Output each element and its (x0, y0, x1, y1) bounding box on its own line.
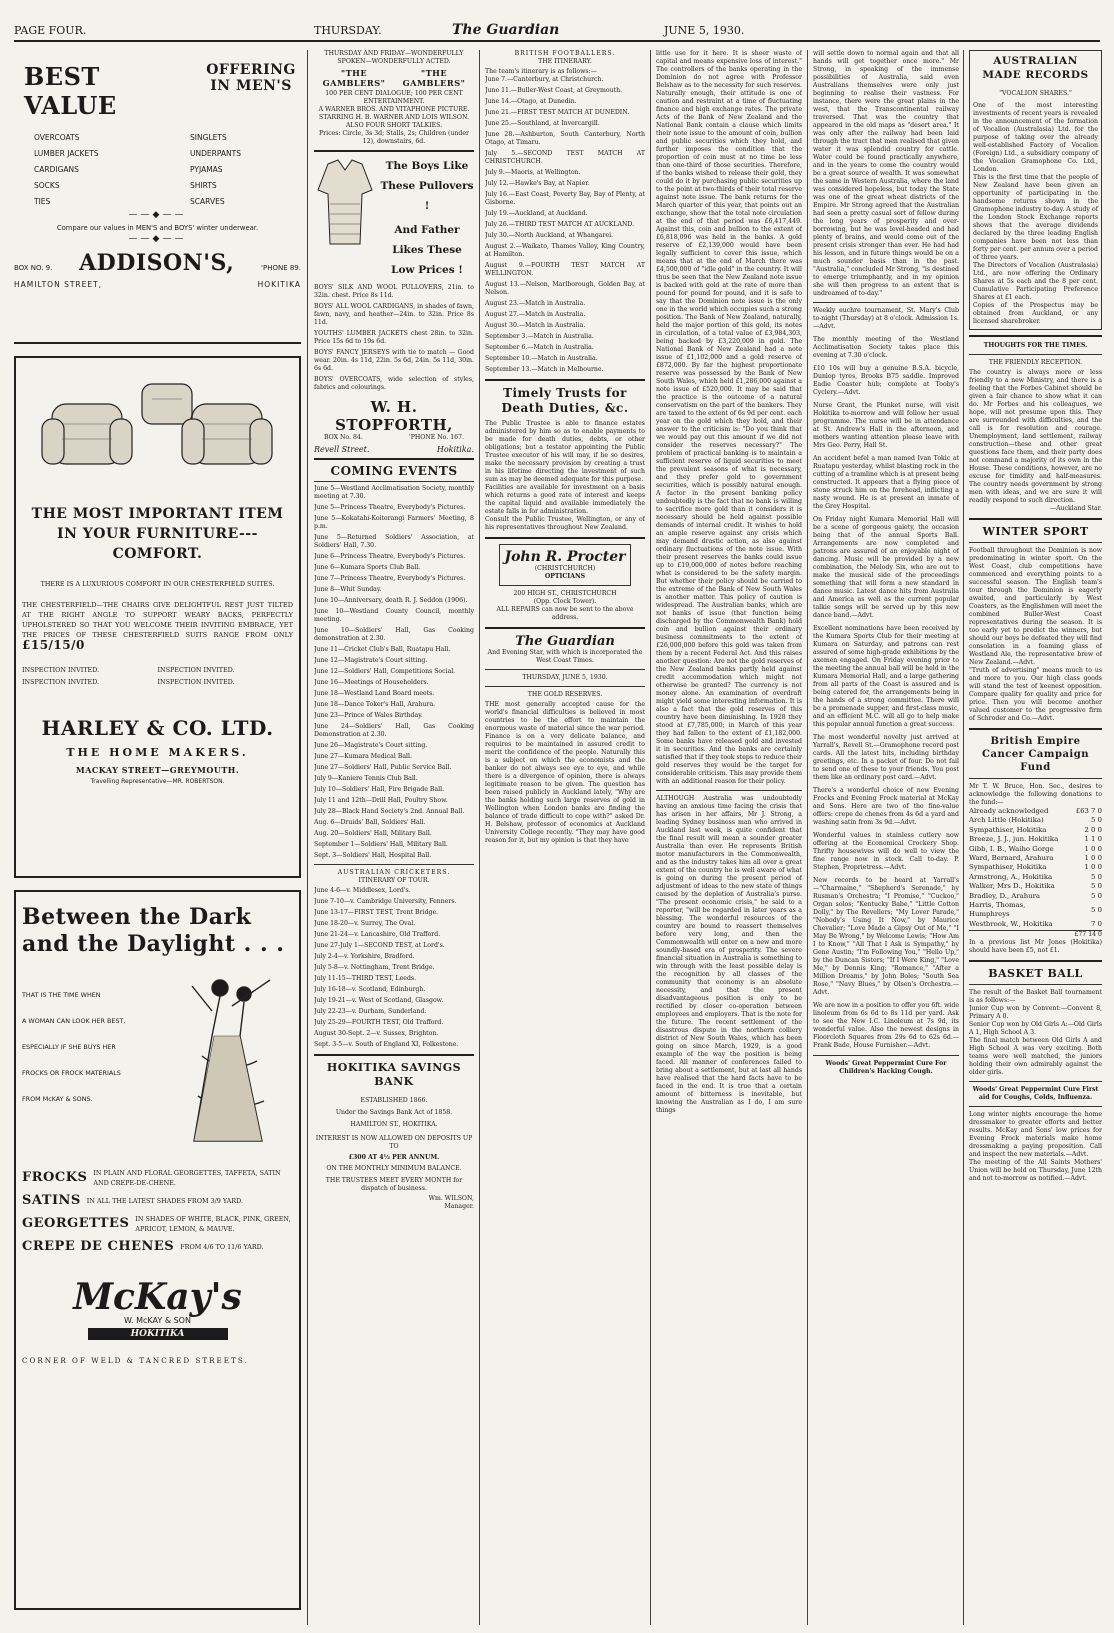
list-item: TIES (34, 197, 51, 206)
long-nights-advt: Long winter nights encourage the home dressmaker to greater efforts and better results. McKay and Sons' low prices for Evening Frock materials make home dressmaking a paying proposition. Call and inspect the new materials.—Advt. (969, 1111, 1102, 1159)
footballers-title: BRITISH FOOTBALLERS. (514, 50, 616, 57)
mckay-line: ESPECIALLY IF SHE BUYS HER (22, 1043, 116, 1051)
fixture-item: Sept. 3-5—v. South of England XI, Folkestone. (314, 1041, 459, 1048)
local-note: Weekly euchre tournament, St. Mary's Club to-night (Thursday) at 8 o'clock. Admission 1s.—Advt. (813, 307, 959, 330)
list-item: LUMBER JACKETS (34, 149, 99, 158)
fixture-item: June 11.—Buller-West Coast, at Greymouth. (485, 87, 623, 94)
fixture-item: July 16.—East Coast, Poverty Bay, Bay of Plenty, at Gisborne. (485, 191, 645, 206)
peppermint-cure-ad: Woods' Great Peppermint Cure For Children's Hacking Cough. (825, 1060, 947, 1075)
stopforth-phone: 'PHONE No. 167. (409, 434, 464, 441)
procter-opp: (Opp. Clock Tower). (533, 598, 597, 605)
fixture-item: August 27.—Match in Australia. (485, 311, 586, 318)
table-row (969, 901, 1102, 920)
events-list (314, 485, 474, 860)
fixture-item: June 14.—Otago, at Dunedin. (485, 98, 577, 105)
fixture-item: August 23.—Match in Australia. (485, 300, 586, 307)
table-row (969, 854, 1102, 863)
local-note: The monthly meeting of the Westland Acclimatisation Society takes place this evening at 7.30 o'clock. (813, 336, 959, 359)
fixture-item: July 25-29—FOURTH TEST, Old Trafford. (314, 1019, 444, 1026)
bank-role: Manager. (444, 1203, 474, 1210)
basketball-p4: The final match between Old Girls A and High School A was very exciting. Both teams were well matched, the juniors holding their own admirably against the older girls. (969, 1037, 1102, 1077)
stopforth-box: BOX No. 84. (324, 434, 363, 441)
fixture-item: July 19.—Auckland, at Auckland. (485, 210, 588, 217)
theatre-title: "THE GAMBLERS" (322, 68, 386, 88)
event-item: June 27—Soldiers' Hall, Public Service Ball. (314, 764, 452, 771)
chesterfield-suite-illustration (22, 364, 293, 494)
winter-sport-heading: WINTER SPORT (982, 525, 1089, 538)
list-item: SOCKS (34, 181, 60, 190)
column-rule (807, 50, 808, 1625)
local-note: New records to be heard at Yarrall's—"Charmaine," "Shepherd's Serenade," by Rusman's Orchestra; "I Promise," "Cuckoo," Organ solos; "Kentucky Babe," "Little Cotton Dolly," by The Revellers; "My Lover Parade," "Nobody's Using It Now," by Maurice Chevalier; "Love Made a Gipsy Out of Me," "I May Be Wrong," by Welcome Lewis; "How Am I to Know," "All That I Ask is Sympathy," by Gene Austin; "I'm Following You," "Hello Up," by the Duncan Sisters; "If I Were King," "Love Me," by Dennis King; "Romance," "After a Million Dreams," by John Boles; "South Sea Rose," "Navy Blues," by Olsen's Orchestra.—Advt. (813, 877, 959, 996)
list-item: SINGLETS (190, 133, 227, 142)
gold-reserves-continued: little use for it here. It is sheer waste of capital and means expensive loss of interest." The controllers of the banks operating in the Dominion do not agree with Professor Belshaw as to the necessity for such reserves. Naturally enough, their attitude is one of caution and restraint at a time of fluctuating finance and high exchange rates. The private Acts of the Bank of New Zealand and the National Bank contain a clause which limits their note issue to the amount of coin, bullion and public securities which they hold, and further imposes the condition that the proportion of coin must at no time be less than one-third of those securities. Therefore, if the banks wished to release their gold, they could do it by purchasing public securities up to the point at two-thirds of their total reserve against note issue. The bank returns for the March quarter of this year, that points out an exchange, show that the total note circulation at the end of that period was £6,417,449. Against this, coin and bullion to the extent of £6,818,096 was held in the banks. A gold reserve of £2,139,000 would have been legally sufficient to cover this issue, which means that at the end of March there was £4,500,000 of "idle gold" in the country. It will thus be seen that the New Zealand note issue is backed with gold at the rate of more than pound for pound for pound, and it is safe to say that the Dominion note issue is the only one in the world which occupies such a strong position. The Bank of New Zealand, naturally, held the major portion of this gold, its notes in circulation, of a total value of £3,984,303, being backed by £3,220,009 in gold. The National Bank of New Zealand had a note issue of £1,102,000 and a gold reserve of £872,000. By far the highest proportionate reserve was possessed by the Bank of New South Wales, which held £1,286,000 against a note issue of £520,000. It may be said that the practice is the outcome of a natural conservatism on the part of the bankers. They are taxed to the extent of 6s 9d per cent. each year on the gold which they hold, and their answer to the criticism is: "Do you think that we would pay out this amount if we did not consider the reserves necessary?" The problem of practical banking is to maintain a sufficient reserve of liquid securities to meet the prevalent seasons of what is necessary, and they prefer gold to government securities, which is possibly natural enough. A factor in the present banking policy undoubtedly is the fact that no bank is willing to sacrifice more gold than it considers it is necessary should be held against possible demands of internal credit. It wishes to hold an ample reserve against any crisis which may demand drastic action, as also against ordinary fluctuations of the note issue. With their present reserves the banks could issue up to £19,000,000 of notes before reaching what is considered to be the safety margin. But whether their policy should be carried to the extreme of the Bank of New South Wales is another matter. This policy of caution is widespread. The Australian banks, which are not banks of issue (that function being discharged by the Commonwealth Bank) hold coin and bullion against their ordinary business commitments to the extent of £26,000,000 before this gold was taken from them by a recent Federal Act. And this raises another question: Are not the gold reserves of the New Zealand banks partly held against credit accommodation which might not otherwise be granted? The currency is not money alone. An examination of overdraft might yield some interesting information. It is also a fact that the gold reserves of this country have been diminishing. In 1928 they stood at £7,785,000; in March of this year they had fallen to the extent of £1,182,000. Some banks have released gold and invested it in securities. And the banks are certainly satisfied that if they took steps to reduce their gold reserves they would be the target for considerable criticism. This may provide them with an additional reason for their policy. (656, 50, 802, 785)
list-item: BOYS' ALL WOOL CARDIGANS, in shades of fawn, fawn, navy, and heather—24in. to 32in. Price 8s 11d. (314, 303, 474, 326)
bank-address: HAMILTON ST., HOKITIKA. (350, 1121, 438, 1128)
local-note: We are now in a position to offer you 6ft. wide linoleum from 6s 6d to 8s 11d per yard. Ask to see the New I.C. Linoleum at 7s 9d, its wonderful value. Also the newest designs in Floorcloth Squares from 29s 6d to 62s 6d.—Frank Bade, House Furnisher.—Advt. (813, 1002, 959, 1049)
procter-sub2: OPTICIANS (544, 573, 586, 580)
procter-repairs: ALL REPAIRS can now be sent to the above address. (496, 606, 634, 621)
basketball-p2: Junior Cup won by Convent:—Convent 8, Primary A 0. (969, 1005, 1102, 1021)
theatre-top: THURSDAY AND FRIDAY—WONDERFULLY SPOKEN—WONDERFULLY ACTED. (324, 50, 464, 65)
harley-price: £15/15/0 (22, 637, 85, 652)
addisons-phone: 'PHONE 89. (261, 264, 301, 272)
donor-name: Arch Little (Hokitika) (969, 816, 1044, 825)
donation-amount: 1 0 0 (1084, 854, 1102, 863)
donor-name: Bradley, D., Arahura (969, 891, 1041, 900)
masthead (14, 22, 1100, 42)
frocks-desc: IN PLAIN AND FLORAL GEORGETTES, TAFFETA, SATIN AND CREPE-DE-CHENE. (93, 1169, 281, 1187)
event-item: Sept. 3—Soldiers' Hall, Hospital Ball. (314, 852, 432, 859)
crepe-label: CREPE DE CHENES (22, 1239, 175, 1254)
crepe-desc: FROM 4/6 TO 11/6 YARD. (180, 1243, 264, 1251)
table-row (969, 882, 1102, 891)
addisons-street: HAMILTON STREET, (14, 280, 103, 289)
fixture-item: September 13.—Match in Melbourne. (485, 366, 604, 373)
theatre-line: 100 PER CENT DIALOGUE; 100 PER CENT ENTERTAINMENT. (325, 90, 463, 105)
fixture-item: July 12.—Hawke's Bay, at Napier. (485, 180, 590, 187)
bank-est: ESTABLISHED 1866. (360, 1097, 428, 1104)
local-note: An accident befel a man named Ivan Tokic at Ruatapu yesterday, whilst blasting rock in the cutting of a tramline which is at present being constructed. It appears that a flying piece of stone struck him on the forehead, inflicting a nasty wound. He is at present an inmate of the Grey Hospital. (813, 455, 959, 510)
footballers-intro: The team's itinerary is as follows:— (485, 68, 597, 75)
event-item: September 1—Soldiers' Hall, Military Ball. (314, 841, 448, 848)
local-note: On Friday night Kumara Memorial Hall will be a scene of gorgeous gaiety, the occasion being that of the annual Sports Ball. Arrangements are now completed and patrons are assured of an enjoyable night of dancing. Music will be provided by a new combination, the Melody Six, who are out to make the musical side of the proceedings something that will form a new standard in dance music. Latest dance hits from Australia and America as well as the current popular talkie songs will be served up by this new dance band.—Advt. (813, 516, 959, 619)
theatre-title: "THE GAMBLERS" (402, 68, 466, 88)
masthead-paper-title: The Guardian (452, 22, 560, 38)
fixture-item: June 7-10—v. Cambridge University, Fenners. (314, 898, 457, 905)
fixture-item: July 5-8—v. Nottingham, Trent Bridge. (314, 964, 435, 971)
fixture-item: August 2.—Waikato, Thames Valley, King Country, at Hamilton. (485, 243, 645, 258)
mckay-line: FROM McKAY & SONS. (22, 1095, 93, 1103)
local-notes (813, 307, 959, 1050)
basketball-p1: The result of the Basket Ball tournament is as follows:— (969, 989, 1102, 1005)
fixture-item: June 27-July 1—SECOND TEST, at Lord's. (314, 942, 445, 949)
event-item: June 5—Kokatahi-Koiterangi Farmers' Meeting, 8 p.m. (314, 515, 474, 530)
event-item: June 11—Cricket Club's Ball, Ruatapu Hall. (314, 646, 451, 653)
guardian-sub: And Evening Star, with which is incorporated the West Coast Times. (487, 649, 643, 664)
mckay-line: A WOMAN CAN LOOK HER BEST, (22, 1017, 126, 1025)
ornament-divider: ——◆—— (128, 210, 187, 220)
event-item: July 9—Kaniere Tennis Club Ball. (314, 775, 418, 782)
event-item: June 6—Princess Theatre, Everybody's Pictures. (314, 553, 466, 560)
event-item: June 23—Prince of Wales Birthday. (314, 712, 423, 719)
stopforth-street: Revell Street. (314, 445, 370, 454)
theatre-line: A WARNER BROS. AND VITAPHONE PICTURE. (318, 106, 470, 113)
trusts-p2: Facilities are available for investment on a basis which returns a good rate of interest and keeps the capital liquid and available immediately the estate falls in for administration. (485, 484, 645, 515)
stopforth-items (314, 284, 474, 392)
friendly-body: The country is always more or less friendly to a new Ministry, and there is a feeling that the Forbes Cabinet should be given a fair chance to show what it can do. Mr Forbes and his colleagues, we hope, will not presume upon this. They are surrounded with difficulties, and the call is for resolution and courage. Unemployment, land settlement, railway construction—these and other great questions face them, and their party does not command a majority of its own in the House. These conditions, however, are no excuse for timidity and half-measures. The country needs government by strong men with ideas, and we are sure it will readily respond to such direction. (969, 369, 1102, 504)
local-note: The most wonderful novelty just arrived at Yarrall's, Revell St.—Gramophone record post cards. All the latest hits, including birthday greetings, etc. In a packet of four. Do not fail to send one of these to your friends. You post them like an ordinary post card.—Advt. (813, 734, 959, 781)
event-item: July 11 and 12th—Drill Hall, Poultry Show. (314, 797, 448, 804)
fixture-item: September 10.—Match in Australia. (485, 355, 598, 362)
event-item: June 10—Anniversary, death R. J. Seddon (1906). (314, 597, 468, 604)
donation-amount: 5 0 (1091, 872, 1102, 881)
public-trust-ad (485, 386, 645, 532)
mckay-logo-town: HOKITIKA (88, 1328, 228, 1340)
masthead-date: JUNE 5, 1930. (664, 24, 745, 37)
event-item: June 18—Dance Toker's Hall, Arahura. (314, 701, 436, 708)
fixture-item: July 19-21—v. West of Scotland, Glasgow. (314, 997, 444, 1004)
donor-name: Already acknowledged (969, 807, 1049, 815)
basket-ball-heading: BASKET BALL (988, 967, 1083, 981)
donation-amount: £63 7 0 (1075, 807, 1102, 815)
fixture-item: August 30.—Match in Australia. (485, 322, 586, 329)
fixture-item: July 22-23—v. Durham, Sunderland. (314, 1008, 427, 1015)
harley-ad (14, 356, 301, 878)
cricket-title: AUSTRALIAN CRICKETERS. (337, 869, 451, 876)
column-1 (14, 50, 301, 1625)
georgettes-label: GEORGETTES (22, 1216, 130, 1231)
cancer-fund-heading: British Empire Cancer Campaign Fund (982, 736, 1089, 773)
local-note: £10 10s will buy a genuine B.S.A. bicycle, Dunlop tyres, Brooks B75 saddle. Improved Eadie Coaster hub; complete at Tooby's Cyclery.—Advt. (813, 365, 959, 396)
event-item: July 28—Black Hand Society's 2nd. Annual Ball. (314, 808, 465, 815)
stopforth-heading-1: The Boys Like These Pullovers ! (380, 160, 474, 212)
donation-amount: 2 0 0 (1084, 825, 1102, 834)
peppermint-cure-ad-2: Woods' Great Peppermint Cure First aid for Coughs, Colds, Influenza. (972, 1086, 1099, 1102)
satins-label: SATINS (22, 1193, 81, 1208)
procter-logo: John R. Procter (504, 549, 626, 565)
harley-body (22, 600, 293, 652)
bank-trustees: THE TRUSTEES MEET EVERY MONTH for dispatch of business. (325, 1177, 463, 1192)
fixture-item: June 28.—Ashburton, South Canterbury, North Otago, at Timaru. (485, 131, 645, 146)
cricket-list (314, 887, 474, 1049)
records-p4: Copies of the Prospectus may be obtained from Auckland, or any licensed sharebroker. (973, 302, 1098, 325)
donor-name: Harris, Thomas, Humphreys (969, 901, 1026, 919)
column-3 (485, 50, 645, 1625)
donations-note: In a previous list Mr Jones (Hokitika) should have been £5, not £1. (969, 939, 1102, 955)
list-item: PYJAMAS (190, 165, 223, 174)
dancing-couple-illustration (172, 966, 292, 1156)
stopforth-heading-2: And Father Likes These Low Prices ! (391, 224, 463, 276)
coming-events-title: COMING EVENTS (314, 464, 474, 482)
bank-monthly: ON THE MONTHLY MINIMUM BALANCE. (326, 1165, 462, 1172)
column-2 (314, 50, 474, 1625)
donation-amount: 5 0 (1091, 905, 1102, 914)
event-item: June 6—Kumara Sports Club Ball. (314, 564, 421, 571)
fixture-item: June 21.—FIRST TEST MATCH AT DUNEDIN. (485, 109, 630, 116)
procter-address: 200 HIGH ST., CHRISTCHURCH (513, 590, 617, 597)
cricket-itinerary (314, 869, 474, 1049)
donor-name: Ward, Bernard, Arahura (969, 854, 1054, 863)
editorial-heading: THE GOLD RESERVES. (527, 691, 603, 698)
table-row (969, 816, 1102, 825)
donor-name: Sympathiser, Hokitika (969, 825, 1047, 834)
fixture-item: July 2-4—v. Yorkshire, Bradford. (314, 953, 415, 960)
footballers-itinerary (485, 50, 645, 374)
column-rule (307, 50, 308, 1625)
offering-heading: OFFERING IN MEN'S (206, 62, 296, 94)
donations-table (969, 807, 1102, 929)
list-item: BOYS' SILK AND WOOL PULLOVERS, 21in. to 32in. chest. Price 8s 11d. (314, 284, 474, 299)
event-item: June 16—Meetings of Householders. (314, 679, 429, 686)
winter-sport-body: Football throughout the Dominion is now predominating in winter sport. On the West Coast, club competitions have commenced and everything points to a successful season. The English team's tour through the Dominion is eagerly awaited, and particularly by West Coasters, as the Englishmen will meet the combined Buller-West Coast representatives during the season. It is too early yet to predict the winners, but should our boys be defeated they will find consolation in a foaming glass of Westland Ale, the representative brew of New Zealand.—Advt. (969, 547, 1102, 666)
fixture-item: July 16-18—v. Scotland, Edinburgh. (314, 986, 426, 993)
fixture-item: September 3.—Match in Australia. (485, 333, 594, 340)
fixture-item: July 11-15—THIRD TEST, Leeds. (314, 975, 417, 982)
event-item: June 5—Princess Theatre, Everybody's Pictures. (314, 504, 466, 511)
harley-makers: THE HOME MAKERS. (66, 745, 249, 759)
basketball-p3: Senior Cup won by Old Girls A:—Old Girls A 1, High School A 3. (969, 1021, 1102, 1037)
bank-title: HOKITIKA SAVINGS BANK (326, 1061, 462, 1088)
mckay-headline: Between the Dark and the Daylight . . . (22, 904, 285, 957)
fixture-item: June 21-24—v. Lancashire, Old Trafford. (314, 931, 441, 938)
column-rule (479, 50, 480, 1625)
records-title: AUSTRALIAN MADE RECORDS (982, 55, 1089, 81)
column-5 (813, 50, 959, 1625)
list-item: BOYS' FANCY JERSEYS with tie to match — Good wear. 20in. 4s 11d, 22in. 5s 6d, 24in. 5s 11d, 30in. 6s 6d. (314, 349, 474, 372)
event-item: Aug. 6—Druids' Ball, Soldiers' Hall. (314, 819, 426, 826)
trusts-p1: The Public Trustee is able to finance estates administered by him so as to enable payments to be made for death duties, debts, or other obligations; but a testator appointing the Public Trustee executor of his will may, if he so desires, make the necessary provision by creating a trust in his lifetime directing the investment of such sum as may be deemed adequate for this purpose. (485, 420, 645, 483)
fixture-item: August 30-Sept. 2—v. Sussex, Brighton. (314, 1030, 439, 1037)
georgettes-desc: IN SHADES OF WHITE, BLACK, PINK, GREEN, APRICOT, LEMON, & MAUVE. (135, 1215, 291, 1233)
inspection-invited-grid (22, 664, 293, 688)
local-note: Nurse Grant, the Plunket nurse, will visit Hokitika to-morrow and will follow her usual programme. The nurse will be in attendance at St. Andrew's Hall in the afternoon, and mothers wanting attention please leave with Mrs Geo. Perry, Hall St. (813, 402, 959, 449)
theatre-ad (314, 50, 474, 152)
donation-amount: 5 0 (1091, 816, 1102, 825)
fixture-item: July 9.—Maoris, at Wellington. (485, 169, 581, 176)
column-6 (969, 50, 1102, 1625)
donations-total: £77 14 0 (969, 930, 1102, 939)
editorial-body: THE most generally accepted cause for the world's financial difficulties is believed in most countries to be the effort to maintain the enormous waste of material since the war period. Finance is on a very delicate balance, and requires to be maintained in assured credit to merit the confidence of the people. Naturally this is a subject on which the economists and the banker do not always see eye to eye, and while there is a divergence of opinion, there is always legitimate reason to be given. The question has been raised publicly in Auckland lately, "Why are the banks holding such large reserves of gold in Wellington when London banks are finding the balance of trade difficult to cope with?" asked Dr. H. Belshaw, professor of economics at Auckland University College recently. "They may have good reason for it, but my opinion is that they have (485, 701, 645, 844)
savings-bank-ad (314, 1061, 474, 1211)
fixture-item: June 13-17—FIRST TEST, Trent Bridge. (314, 909, 439, 916)
donor-name: Breeze, J. J., jun. Hokitika (969, 835, 1059, 844)
records-p3: The Directors of Vocalion (Australasia) Ltd., are now offering the Ordinary Shares at 5s each and the 8 per cent. Cumulative Participating Preference Shares at £1 each. (973, 262, 1098, 301)
list-item: SHIRTS (190, 181, 217, 190)
trusts-p3: Consult the Public Trustee, Wellington, or any of his representatives throughout New Zealand. (485, 516, 645, 531)
mckay-corner: CORNER OF WELD & TANCRED STREETS. (22, 1356, 249, 1365)
table-row (969, 845, 1102, 854)
all-saints-advt: The meeting of the All Saints Mothers' Union will be held on Thursday, June 12th and not to-morrow as notified.—Advt. (969, 1159, 1102, 1183)
vocalion-heading: "VOCALION SHARES." (999, 90, 1072, 97)
best-value-heading: BEST VALUE (24, 62, 117, 120)
theatre-line: STARRING H. B. WARNER AND LOIS WILSON. (319, 114, 469, 121)
trusts-title: Timely Trusts for Death Duties, &c. (501, 386, 629, 415)
fixture-item: July 26.—THIRD TEST MATCH AT AUCKLAND. (485, 221, 635, 228)
mckay-line: FROCKS OR FROCK MATERIALS (22, 1069, 121, 1077)
fixture-item: August 13.—Nelson, Marlborough, Golden Bay, at Nelson. (485, 281, 645, 296)
donation-amount: 1 1 0 (1084, 835, 1102, 844)
masthead-day: THURSDAY. (314, 24, 382, 37)
friendly-source: —Auckland Star. (1049, 505, 1102, 512)
table-row (969, 892, 1102, 901)
editorial (485, 634, 645, 845)
inspection-note: INSPECTION INVITED. (157, 677, 235, 686)
event-item: June 12—Soldiers' Hall, Competitions Social. (314, 668, 456, 675)
list-item: UNDERPANTS (190, 149, 241, 158)
mckay-logo-script: McKay's (73, 1276, 242, 1318)
australia-article: ALTHOUGH Australia was undoubtedly having an anxious time facing the crisis that has arisen in her affairs, Mr J. Strong, a leading Sydney business man who arrived in Auckland last week, is quite confident that the final result will mean a sounder greater Australia than ever. He represents British motor manufacturers in the Commonwealth, and as the industry takes him all over a great extent of the country he is well aware of what is going on during the present period of adjustment of ideas to the new state of things caused by the depletion of Australia's purse. "The present economic crisis," he said to a reporter, "will be regarded in later years as a blessing. The wonderful resources of the country are bound to reassert themselves before very long, and then the Commonwealth will enter on a new and more soundly-based era of prosperity. The severe financial situation in Australia is something to win through with the least possible delay is the recognition by all classes of the community that economy is an absolute necessity, and that the present disadvantageous position is only to be rectified by closer co-operation between employees and employers. That is the note for the future. The recent settlement of the disastrous dispute in the northern colliery district of New South Wales, which has been going on since March, 1929, is a good example of the way the position is being faced. All manner of conferences failed to bring about a settlement, but at last all hands have realised that the hard facts have to be faced in the end. It is true that a certain amount of bitterness is inevitable, but knowing the Australian as I do, I am sure things (656, 795, 802, 1114)
fixture-item: June 7.—Canterbury, at Christchurch. (485, 76, 604, 83)
local-note: Wonderful values in stainless cutlery now offering at the Economical Crockery Shop. Thrifty housewives will do well to view the fine range now in stock. Call to-day. P. Stephen, Proprietress.—Advt. (813, 832, 959, 871)
page-number: PAGE FOUR. (14, 24, 87, 37)
harley-body-text: THE CHESTERFIELD—THE CHAIRS GIVE DELIGHTFUL REST JUST TILTED AT THE RIGHT ANGLE TO SUPPORT WEARY BACKS, PERFECTLY UPHOLSTERED SO THAT YOU WELCOME THEIR INVITING EMBRACE, YET THE PRICES OF THESE CHESTERFIELD SUITS RANGE FROM ONLY (22, 600, 293, 639)
table-row (969, 826, 1102, 835)
event-item: June 10—Soldiers' Hall, Gas Cooking demonstration at 2.30. (314, 627, 474, 642)
event-item: June 5—Returned Soldiers' Association, at Soldiers' Hall, 7.30. (314, 534, 474, 549)
table-row (969, 920, 1102, 929)
theatre-prices: Prices: Circle, 3s 3d; Stalls, 2s; Children (under 12), downstairs, 6d. (318, 130, 469, 145)
event-item: June 7—Princess Theatre, Everybody's Pictures. (314, 575, 466, 582)
column-rule (963, 50, 964, 1625)
event-item: June 24—Soldiers' Hall, Gas Cooking Demonstration at 2.30. (314, 723, 474, 738)
australia-continued: will settle down to normal again and that all hands will get together once more." Mr Strong, in speaking of the immense possibilities of Australia, said even Australians themselves were only just beginning to realise their vastness. For instance, there were the great plains in the west, that the Transcontinental railway traversed. That was the country that appeared in the old maps as "desert area." It was only after the railway had been laid through the tract that men realised that given water it was splendid country for cattle. Water could be found practically anywhere, and in the years to come the country would be a great source of wealth. It was somewhat the same in Western Australia, where the land was considered hopeless, but today the State was one of the great wheat districts of the Empire. Mr Strong agreed that the Australian had seen a pretty casual sort of fellow during the long years of prosperity and over-borrowing, but he was level-headed and had plenty of brains, and would come out of the present crisis stronger than ever. He had had his lesson, and in future things would be on a much sounder basis than in the past. "Australia," concluded Mr Strong, "is destined to emerge triumphantly, and in my opinion she will then progress to an extent that is undreamed of to-day." (813, 50, 959, 297)
local-note: There's a wonderful choice of new Evening Frocks and Evening Frock material at McKay and Sons. Here are two of the fine-value offers: crepe de chenes from 4s 6d a yard and washing satin from 3s 9d.—Advt. (813, 787, 959, 826)
harley-rep: Travelling Representative—MR. ROBERTSON. (90, 777, 225, 785)
donation-amount: 1 0 0 (1084, 863, 1102, 872)
fixture-item: June 4-6—v. Middlesex, Lord's. (314, 887, 411, 894)
guardian-date: THURSDAY, JUNE 5, 1930. (522, 674, 608, 681)
bank-signer: Wm. WILSON, (428, 1195, 474, 1202)
donor-name: Gibb, I. B., Waiho Gorge (969, 844, 1054, 853)
list-item: YOUTHS' LUMBER JACKETS chest 28in. to 32in. Price 15s 6d to 19s 6d. (314, 330, 474, 345)
mckay-logo-sub: W. McKAY & SON (124, 1316, 191, 1325)
fixture-item: July 5.—SECOND TEST MATCH AT CHRISTCHURCH. (485, 150, 645, 165)
event-item: June 26—Magistrate's Court sitting. (314, 742, 428, 749)
procter-sub1: (CHRISTCHURCH) (534, 565, 596, 572)
list-item: CARDIGANS (34, 165, 79, 174)
guardian-title: The Guardian (515, 634, 615, 649)
stopforth-town: Hokitika. (436, 445, 474, 454)
table-row (969, 807, 1102, 816)
mckay-copy (22, 982, 172, 1112)
donor-name: Westbrook, W., Hokitika (969, 919, 1053, 928)
table-row (969, 863, 1102, 872)
donor-name: Walker, Mrs D., Hokitika (969, 882, 1055, 891)
satins-desc: IN ALL THE LATEST SHADES FROM 3/9 YARD. (86, 1197, 243, 1205)
mckay-logo (58, 1278, 258, 1340)
mckay-line: THAT IS THE TIME WHEN (22, 991, 101, 999)
table-row (969, 873, 1102, 882)
bank-amount: £300 AT 4½ PER ANNUM. (348, 1154, 440, 1161)
bank-act: Under the Savings Bank Act of 1858. (335, 1109, 453, 1116)
stopforth-ad (314, 152, 474, 460)
ornament-divider: ——◆—— (128, 234, 187, 244)
bank-interest: INTEREST IS NOW ALLOWED ON DEPOSITS UP TO (315, 1135, 473, 1150)
event-item: June 8—Whit Sunday. (314, 586, 382, 593)
harley-address: MACKAY STREET—GREYMOUTH. (75, 764, 240, 775)
friendly-heading: THE FRIENDLY RECEPTION. (988, 359, 1083, 366)
pullover-illustration (314, 156, 376, 252)
event-item: June 12—Magistrate's Court sitting. (314, 657, 428, 664)
list-item: OVERCOATS (34, 133, 80, 142)
inspection-note: INSPECTION INVITED. (157, 665, 235, 674)
column-rule (650, 50, 651, 1625)
truth-advertising: "Truth of advertising" means much to us and more to you. Our high class goods will stand the test of keenest opposition. Compare quality for quality and price for price. Then you will become another valued customer to the progressive firm of Schroder and Co.—Advt. (969, 667, 1102, 722)
fixture-item: June 25.—Southland, at Invercargill. (485, 120, 600, 127)
event-item: June 27—Kumara Medical Ball. (314, 753, 412, 760)
donation-amount: 5 0 (1091, 882, 1102, 891)
event-item: July 10—Soldiers' Hall, Fire Brigade Ball. (314, 786, 445, 793)
list-item: SCARVES (190, 197, 225, 206)
addisons-right-items (190, 130, 241, 210)
harley-luxury: THERE IS A LUXURIOUS COMFORT IN OUR CHESTERFIELD SUITES. (40, 580, 275, 588)
procter-ad (485, 544, 645, 622)
addisons-ad (14, 62, 301, 344)
harley-name: HARLEY & CO. LTD. (41, 715, 274, 740)
event-item: June 10—Westland County Council, monthly meeting. (314, 608, 474, 623)
donor-name: Armstrong, A., Hokitika (969, 872, 1053, 881)
addisons-town: HOKITIKA (257, 280, 301, 289)
table-row (969, 835, 1102, 844)
addisons-left-items (34, 130, 99, 210)
donor-name: Sympathiser, Hokitika (969, 863, 1047, 872)
inspection-note: INSPECTION INVITED. (22, 665, 100, 674)
addisons-name: ADDISON'S, (79, 250, 235, 276)
fixture-item: July 30.—North Auckland, at Whangarei. (485, 232, 614, 239)
column-4 (656, 50, 802, 1625)
addisons-box: BOX NO. 9. (14, 264, 53, 272)
mckay-materials (22, 1168, 293, 1252)
stopforth-name: W. H. STOPFORTH, (335, 398, 453, 434)
records-ad (969, 50, 1102, 330)
football-list (485, 76, 645, 374)
fixture-item: September 6.—Match in Australia. (485, 344, 594, 351)
coming-events (314, 460, 474, 860)
addisons-compare: Compare our values in MEN'S and BOYS' winter underwear. (56, 224, 259, 232)
mckay-ad (14, 890, 301, 1610)
records-p1: One of the most interesting investments of recent years is revealed in the announcement of the formation of Vocalion (Australasia) Ltd. for the purpose of taking over the already well-established Factory of Vocalion (Foreign) Ltd., a subsidiary company of the Vocalion Gramophone Co. Ltd., London. (973, 102, 1098, 173)
event-item: June 18—Westland Land Board meets. (314, 690, 435, 697)
theatre-line: ALSO FOUR SHORT TALKIES. (345, 122, 443, 129)
cricket-sub: ITINERARY OF TOUR. (358, 877, 430, 884)
event-item: June 5—Westland Acclimatisation Society, monthly meeting at 7.30. (314, 485, 474, 500)
fixture-item: August 9.—FOURTH TEST MATCH AT WELLINGTON. (485, 262, 645, 277)
fixture-item: June 18-20—v. Surrey, The Oval. (314, 920, 416, 927)
event-item: Aug. 20—Soldiers' Hall, Military Ball. (314, 830, 432, 837)
list-item: BOYS' OVERCOATS, wide selection of styles, fabrics and colourings. (314, 376, 474, 391)
thoughts-heading: THOUGHTS FOR THE TIMES. (983, 342, 1088, 349)
harley-headline: THE MOST IMPORTANT ITEM IN YOUR FURNITURE---COMFORT. (31, 506, 284, 562)
donation-amount: 5 0 (1091, 891, 1102, 900)
footballers-sub: THE ITINERARY. (538, 58, 592, 65)
local-note: Excellent nominations have been received by the Kumara Sports Club for their meeting at Kumara on Saturday, and patrons can rest assured of some high-grade exhibitions by the axemen engaged. On Friday evening prior to the meeting the annual ball will be held in the Kumara Memorial Hall, and a large gathering from all parts of the Coast is assured and is being catered for, the arrangements being in the hands of a strong committee. There will be a promenade supper, and first-class music, and an efficient M.C. will all go to help make this popular annual function a great success. (813, 625, 959, 728)
donation-amount: 7 0 (1091, 919, 1102, 928)
inspection-note: INSPECTION INVITED. (22, 677, 100, 686)
cancer-fund-intro: Mr T. W. Bruce, Hon. Sec., desires to acknowledge the following donations to the fund:— (969, 783, 1102, 806)
records-p2: This is the first time that the people of New Zealand have been given an opportunity of participating in the handsome returns shown in the Gramophone industry to-day. A study of the London Stock Exchange reports shows that the average dividends declared by the three leading English companies have been not less than forty per cent. per annum over a period of three years. (973, 174, 1098, 261)
frocks-label: FROCKS (22, 1170, 88, 1185)
donation-amount: 1 0 0 (1084, 844, 1102, 853)
